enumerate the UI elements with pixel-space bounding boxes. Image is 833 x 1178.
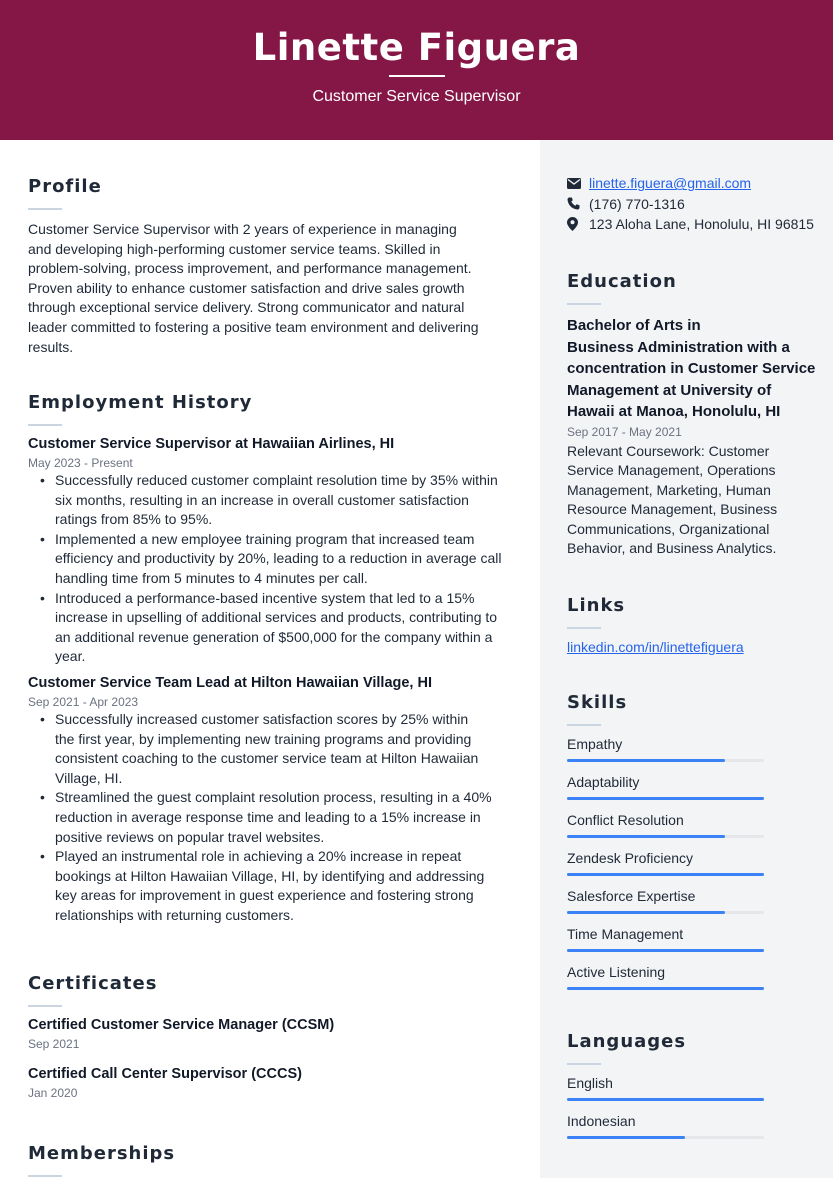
language-level-bar bbox=[567, 1136, 764, 1139]
bullet-line: an additional revenue generation of $500,000 for the company within a bbox=[55, 628, 493, 645]
certificate-name: Certified Customer Service Manager (CCSM) bbox=[28, 1017, 335, 1033]
skill-level-bar bbox=[567, 949, 764, 952]
bullet-line: reduction in average response time and leading to a 15% increase in bbox=[55, 808, 481, 825]
linkedin-link[interactable]: linkedin.com/in/linettefiguera bbox=[567, 639, 744, 655]
bullet-line: • Played an instrumental role in achieving a 20% increase in repeat bbox=[55, 848, 462, 865]
degree-line: Hawaii at Manoa, Honolulu, HI bbox=[567, 403, 781, 420]
bullet-line: • Introduced a performance-based incentive system that led to a 15% bbox=[55, 589, 475, 606]
job-title: Customer Service Supervisor at Hawaiian Airlines, HI bbox=[28, 436, 395, 452]
skill-level-bar bbox=[567, 987, 764, 990]
skill-level-bar bbox=[567, 835, 764, 838]
skill-name: Empathy bbox=[567, 736, 623, 752]
section-divider bbox=[567, 1063, 601, 1065]
degree-line: concentration in Customer Service bbox=[567, 360, 816, 377]
certificate-item bbox=[28, 1066, 508, 1100]
bullet-line: • Successfully reduced customer complaint resolution time by 35% within bbox=[55, 472, 498, 488]
job-entry bbox=[28, 436, 508, 667]
contact-phone-row bbox=[567, 194, 814, 215]
job-bullet bbox=[28, 847, 508, 925]
job-bullet bbox=[28, 710, 508, 788]
summary-line: and developing high-performing customer service teams. Skilled in bbox=[28, 240, 441, 257]
coursework-line: Resource Management, Business bbox=[567, 501, 778, 518]
education-heading: Education bbox=[567, 271, 677, 292]
skill-name: Salesforce Expertise bbox=[567, 888, 696, 904]
job-dates: Sep 2021 - Apr 2023 bbox=[28, 694, 139, 709]
candidate-job-title: Customer Service Supervisor bbox=[312, 88, 521, 105]
coursework-line: Service Management, Operations bbox=[567, 462, 776, 479]
skill-item bbox=[567, 812, 764, 838]
skill-item bbox=[567, 888, 764, 914]
section-divider bbox=[28, 1005, 62, 1007]
bullet-line: Village, HI. bbox=[55, 769, 123, 786]
skill-level-fill bbox=[567, 911, 725, 914]
section-divider bbox=[28, 208, 62, 210]
degree-line: Management at University of bbox=[567, 381, 772, 399]
section-divider bbox=[567, 303, 601, 305]
bullet-line: positive reviews on popular travel websites. bbox=[55, 828, 325, 845]
employment-section bbox=[28, 392, 508, 925]
bullet-line: year. bbox=[55, 648, 86, 665]
job-dates: May 2023 - Present bbox=[28, 456, 133, 470]
links-heading: Links bbox=[567, 595, 626, 616]
languages-heading: Languages bbox=[567, 1031, 687, 1052]
skill-item bbox=[567, 926, 764, 952]
certificates-section bbox=[28, 973, 508, 1100]
envelope-icon bbox=[567, 178, 589, 189]
coursework-line: Relevant Coursework: Customer bbox=[567, 442, 770, 459]
summary-line: through exceptional service delivery. Strong communicator and natural bbox=[28, 299, 465, 316]
skill-name: Conflict Resolution bbox=[567, 812, 684, 828]
header-divider bbox=[389, 75, 445, 77]
bullet-line: handling time from 5 minutes to 4 minutes per call. bbox=[55, 569, 368, 586]
degree-line: Business Administration with a bbox=[567, 338, 790, 356]
phone-icon bbox=[567, 197, 589, 210]
education-dates: Sep 2017 - May 2021 bbox=[567, 424, 682, 439]
links-section bbox=[567, 595, 817, 655]
skill-level-bar bbox=[567, 759, 764, 762]
bullet-line: the first year, by implementing new training programs and providing bbox=[55, 730, 472, 747]
certificate-date: Sep 2021 bbox=[28, 1037, 80, 1051]
language-level-fill bbox=[567, 1098, 764, 1101]
certificate-item bbox=[28, 1017, 508, 1051]
skill-level-fill bbox=[567, 835, 725, 838]
contact-email-row bbox=[567, 173, 814, 194]
education-section bbox=[567, 271, 817, 559]
employment-heading: Employment History bbox=[28, 392, 253, 413]
address: 123 Aloha Lane, Honolulu, HI 96815 bbox=[589, 216, 814, 233]
memberships-section bbox=[28, 1143, 508, 1177]
section-divider bbox=[567, 724, 601, 726]
summary-line: problem-solving, process improvement, and performance management. bbox=[28, 260, 472, 277]
skill-item bbox=[567, 850, 764, 876]
skill-item bbox=[567, 964, 764, 990]
certificate-name: Certified Call Center Supervisor (CCCS) bbox=[28, 1066, 302, 1082]
skill-level-fill bbox=[567, 949, 764, 952]
skill-name: Zendesk Proficiency bbox=[567, 850, 694, 866]
job-bullet bbox=[28, 530, 508, 589]
summary-line: results. bbox=[28, 338, 74, 355]
skill-level-fill bbox=[567, 797, 764, 800]
summary-line: Customer Service Supervisor with 2 years of experience in managing bbox=[28, 221, 457, 237]
coursework-line: Management, Marketing, Human bbox=[567, 481, 771, 498]
bullet-line: • Successfully increased customer satisfaction scores by 25% within bbox=[55, 710, 469, 727]
coursework-line: Communications, Organizational bbox=[567, 520, 770, 537]
skill-item bbox=[567, 736, 764, 762]
bullet-line: consistent coaching to the customer service team at Hilton Hawaiian bbox=[55, 750, 479, 767]
language-item bbox=[567, 1075, 764, 1101]
bullet-line: bookings at Hilton Hawaiian Village, HI, by identifying and addressing bbox=[55, 867, 485, 884]
skill-name: Time Management bbox=[567, 926, 684, 942]
memberships-heading: Memberships bbox=[28, 1143, 176, 1164]
skill-level-fill bbox=[567, 987, 764, 990]
contact-address-row bbox=[567, 214, 814, 235]
summary-line: leader committed to fostering a positive team environment and delivering bbox=[28, 318, 479, 335]
language-level-bar bbox=[567, 1098, 764, 1101]
bullet-line: key areas for improvement in guest experience and fostering strong bbox=[55, 887, 474, 904]
degree-line: Bachelor of Arts in bbox=[567, 317, 701, 334]
job-bullet bbox=[28, 788, 508, 847]
skill-name: Adaptability bbox=[567, 774, 640, 790]
section-divider bbox=[28, 424, 62, 426]
profile-section bbox=[28, 176, 508, 357]
section-divider bbox=[28, 1175, 62, 1177]
contact-block bbox=[567, 173, 814, 235]
map-pin-icon bbox=[567, 217, 589, 231]
job-title: Customer Service Team Lead at Hilton Hawaiian Village, HI bbox=[28, 674, 432, 691]
job-bullets bbox=[28, 471, 508, 667]
certificate-date: Jan 2020 bbox=[28, 1086, 78, 1100]
bullet-line: efficiency and productivity by 20%, leading to a reduction in average call bbox=[55, 550, 502, 567]
skill-name: Active Listening bbox=[567, 964, 666, 980]
phone-number: (176) 770-1316 bbox=[589, 195, 685, 212]
coursework-line: Behavior, and Business Analytics. bbox=[567, 540, 777, 557]
job-entry bbox=[28, 675, 508, 926]
summary-line: Proven ability to enhance customer satisfaction and drive sales growth bbox=[28, 279, 465, 296]
skill-level-fill bbox=[567, 873, 764, 876]
skill-item bbox=[567, 774, 764, 800]
job-bullet bbox=[28, 471, 508, 530]
skill-level-fill bbox=[567, 759, 725, 762]
profile-heading: Profile bbox=[28, 176, 102, 197]
education-degree bbox=[567, 315, 817, 423]
bullet-line: six months, resulting in an increase in overall customer satisfaction bbox=[55, 491, 469, 508]
profile-summary bbox=[28, 220, 508, 357]
bullet-line: relationships with returning customers. bbox=[55, 906, 294, 923]
bullet-line: • Streamlined the guest complaint resolution process, resulting in a 40% bbox=[55, 789, 492, 806]
languages-header bbox=[567, 1031, 686, 1065]
sidebar bbox=[540, 140, 833, 1178]
candidate-name: Linette Figuera bbox=[252, 26, 581, 69]
skill-level-bar bbox=[567, 797, 764, 800]
skills-header bbox=[567, 692, 627, 726]
bullet-line: increase in upselling of additional services and products, contributing to bbox=[55, 609, 498, 626]
bullet-line: ratings from 85% to 95%. bbox=[55, 511, 213, 528]
language-level-fill bbox=[567, 1136, 685, 1139]
resume-header bbox=[0, 0, 833, 140]
bullet-line: • Implemented a new employee training program that increased team bbox=[55, 530, 475, 547]
skills-heading: Skills bbox=[567, 692, 628, 713]
email-link[interactable]: linette.figuera@gmail.com bbox=[589, 175, 752, 192]
skill-level-bar bbox=[567, 873, 764, 876]
certificates-heading: Certificates bbox=[28, 973, 158, 994]
section-divider bbox=[567, 627, 601, 629]
language-name: English bbox=[567, 1075, 613, 1091]
job-bullets bbox=[28, 710, 508, 926]
job-bullet bbox=[28, 589, 508, 667]
education-coursework bbox=[567, 442, 817, 560]
language-item bbox=[567, 1113, 764, 1139]
skill-level-bar bbox=[567, 911, 764, 914]
language-name: Indonesian bbox=[567, 1113, 636, 1129]
